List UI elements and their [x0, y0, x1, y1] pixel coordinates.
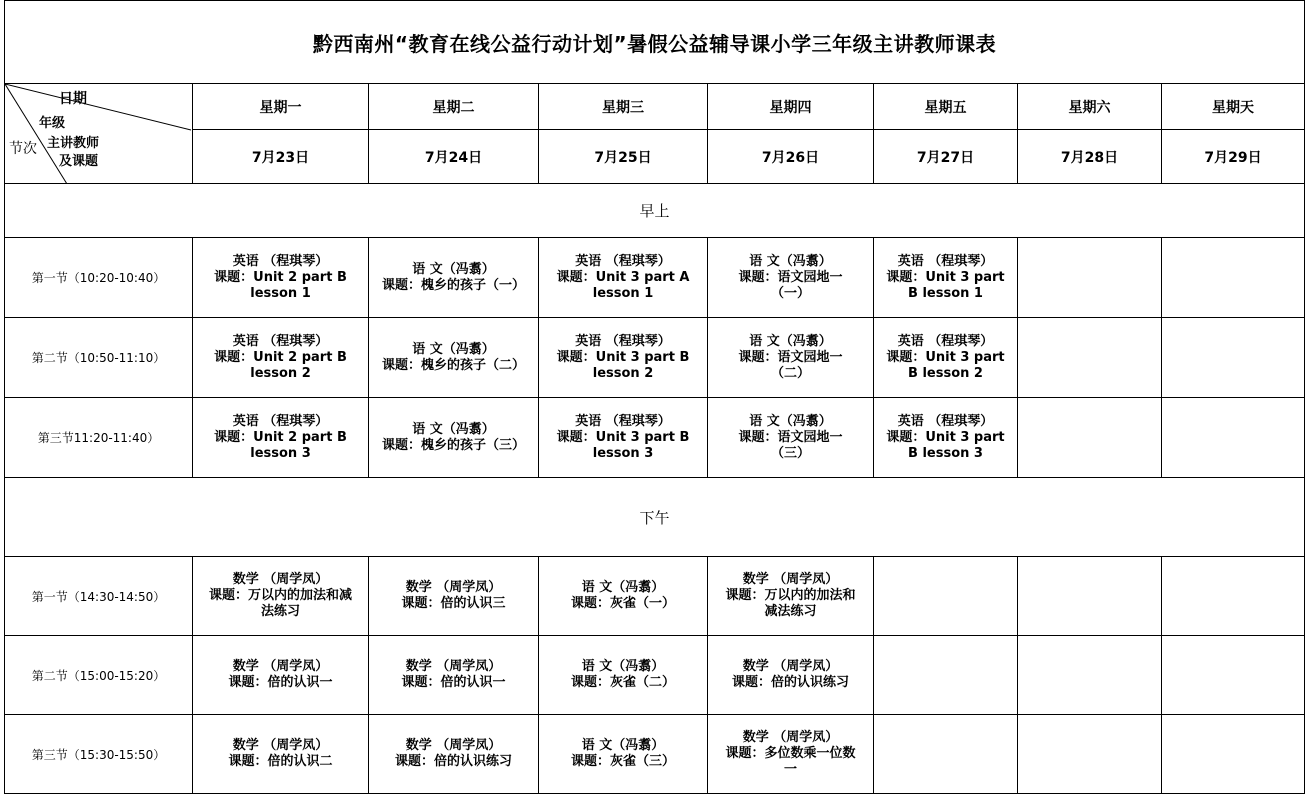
section-label-afternoon: 下午 — [5, 478, 1305, 557]
lesson-subject-teacher: 语 文（冯翥） — [581, 580, 665, 595]
day-row — [5, 84, 1305, 130]
empty-cell — [1018, 715, 1162, 794]
lesson-subject-teacher: 语 文（冯翥） — [749, 253, 832, 269]
lesson-cell — [874, 318, 1018, 398]
lesson-topic-line: lesson 1 — [250, 285, 311, 301]
lesson-topic-line: 法练习 — [260, 604, 300, 619]
lesson-topic-line: B lesson 3 — [908, 445, 983, 461]
schedule-table — [4, 0, 1305, 794]
corner-date-label: 日期 — [59, 91, 87, 107]
lesson-subject-teacher: 英语 （程琪琴） — [575, 413, 671, 429]
lesson-cell — [708, 238, 874, 318]
lesson-cell — [369, 398, 539, 478]
lesson-topic-line: 课题：语文园地一 — [738, 349, 843, 365]
lesson-topic-line: 课题：灰雀（一） — [570, 596, 675, 611]
lesson-subject-teacher: 语 文（冯翥） — [412, 341, 495, 357]
lesson-topic-line: 课题：倍的认识一 — [228, 675, 333, 690]
lesson-topic-line: 课题：多位数乘一位数 — [725, 746, 856, 761]
empty-cell — [874, 636, 1018, 715]
lesson-cell — [369, 715, 539, 794]
lesson-topic-line: 课题：灰雀（三） — [570, 754, 675, 769]
lesson-cell — [369, 318, 539, 398]
lesson-cell — [369, 557, 539, 636]
empty-cell — [1018, 398, 1162, 478]
lesson-topic-line: 课题：语文园地一 — [738, 429, 843, 445]
lesson-cell — [874, 398, 1018, 478]
section-row-morning — [5, 184, 1305, 238]
lesson-topic-line: 课题：Unit 2 part B — [214, 269, 347, 285]
lesson-subject-teacher: 语 文（冯翥） — [749, 413, 832, 429]
lesson-topic-line: 课题：万以内的加法和 — [725, 588, 856, 603]
lesson-subject-teacher: 英语 （程琪琴） — [232, 253, 329, 269]
lesson-subject-teacher: 英语 （程琪琴） — [897, 333, 994, 349]
empty-cell — [1018, 318, 1162, 398]
empty-cell — [1162, 636, 1305, 715]
empty-cell — [1162, 398, 1305, 478]
lesson-topic-line: 课题：万以内的加法和减 — [208, 588, 352, 603]
lesson-cell — [708, 398, 874, 478]
lesson-topic-line: 课题：Unit 3 part A — [556, 269, 690, 285]
lesson-topic-line: 一 — [783, 762, 797, 777]
empty-cell — [1162, 238, 1305, 318]
lesson-topic-line: 课题：倍的认识一 — [401, 675, 506, 690]
lesson-topic-line: 课题：语文园地一 — [738, 269, 843, 285]
lesson-topic-line: 课题：Unit 3 part — [886, 429, 1005, 445]
lesson-topic-line: 课题：槐乡的孩子（一） — [381, 277, 525, 293]
title-row — [5, 1, 1305, 84]
empty-cell — [1162, 715, 1305, 794]
lesson-topic-line: lesson 3 — [250, 445, 311, 461]
corner-topic-label: 及课题 — [59, 154, 99, 169]
lesson-subject-teacher: 数学 （周学凤） — [232, 659, 329, 674]
lesson-subject-teacher: 语 文（冯翥） — [581, 659, 665, 674]
lesson-cell — [193, 318, 369, 398]
lesson-topic-line: 课题：Unit 2 part B — [214, 429, 347, 445]
lesson-subject-teacher: 数学 （周学凤） — [405, 738, 502, 753]
date-header: 7月26日 — [708, 130, 874, 184]
lesson-subject-teacher: 数学 （周学凤） — [232, 572, 329, 587]
period-row — [5, 636, 1305, 715]
date-header: 7月24日 — [369, 130, 539, 184]
day-header: 星期一 — [193, 84, 369, 130]
lesson-cell — [193, 636, 369, 715]
empty-cell — [1162, 318, 1305, 398]
period-label: 第二节（15:00-15:20） — [5, 636, 193, 715]
lesson-subject-teacher: 语 文（冯翥） — [412, 261, 495, 277]
lesson-cell — [369, 636, 539, 715]
lesson-topic-line: B lesson 1 — [908, 285, 983, 301]
lesson-topic-line: 课题：Unit 3 part B — [556, 429, 690, 445]
empty-cell — [1018, 238, 1162, 318]
lesson-topic-line: 课题：槐乡的孩子（三） — [381, 437, 525, 453]
lesson-topic-line: 课题：槐乡的孩子（二） — [381, 357, 525, 373]
lesson-cell — [539, 715, 708, 794]
lesson-subject-teacher: 数学 （周学凤） — [742, 572, 839, 587]
empty-cell — [1018, 636, 1162, 715]
empty-cell — [874, 557, 1018, 636]
lesson-topic-line: （三） — [770, 445, 810, 461]
empty-cell — [874, 715, 1018, 794]
lesson-topic-line: lesson 2 — [592, 365, 654, 381]
lesson-subject-teacher: 英语 （程琪琴） — [897, 253, 994, 269]
lesson-topic-line: lesson 1 — [592, 285, 654, 301]
lesson-topic-line: （二） — [770, 365, 810, 381]
lesson-subject-teacher: 数学 （周学凤） — [405, 659, 502, 674]
corner-period-label: 节次 — [9, 141, 37, 157]
lesson-topic-line: 减法练习 — [764, 604, 817, 619]
day-header: 星期五 — [874, 84, 1018, 130]
lesson-cell — [539, 557, 708, 636]
day-header: 星期二 — [369, 84, 539, 130]
lesson-subject-teacher: 语 文（冯翥） — [412, 421, 495, 437]
period-label: 第一节（14:30-14:50） — [5, 557, 193, 636]
lesson-cell — [539, 318, 708, 398]
period-row — [5, 318, 1305, 398]
lesson-cell — [708, 636, 874, 715]
day-header: 星期六 — [1018, 84, 1162, 130]
period-row — [5, 557, 1305, 636]
lesson-cell — [193, 715, 369, 794]
lesson-topic-line: 课题：倍的认识练习 — [731, 675, 849, 690]
lesson-subject-teacher: 语 文（冯翥） — [581, 738, 665, 753]
lesson-subject-teacher: 语 文（冯翥） — [749, 333, 832, 349]
lesson-subject-teacher: 数学 （周学凤） — [405, 580, 502, 595]
lesson-topic-line: 课题：灰雀（二） — [570, 675, 675, 690]
lesson-cell — [539, 636, 708, 715]
empty-cell — [1162, 557, 1305, 636]
lesson-topic-line: 课题：Unit 3 part B — [556, 349, 690, 365]
lesson-cell — [193, 398, 369, 478]
day-header: 星期四 — [708, 84, 874, 130]
corner-teacher-label: 主讲教师 — [47, 136, 100, 151]
date-row — [5, 130, 1305, 184]
day-header: 星期天 — [1162, 84, 1305, 130]
lesson-topic-line: （一） — [770, 285, 810, 301]
lesson-subject-teacher: 英语 （程琪琴） — [232, 333, 329, 349]
section-row-afternoon — [5, 478, 1305, 557]
period-label: 第二节（10:50-11:10） — [5, 318, 193, 398]
lesson-cell — [539, 398, 708, 478]
page-title: 黔西南州“教育在线公益行动计划”暑假公益辅导课小学三年级主讲教师课表 — [5, 1, 1305, 84]
lesson-subject-teacher: 英语 （程琪琴） — [897, 413, 994, 429]
lesson-cell — [708, 318, 874, 398]
lesson-topic-line: 课题：Unit 3 part — [886, 269, 1005, 285]
lesson-subject-teacher: 数学 （周学凤） — [232, 738, 329, 753]
period-label: 第一节（10:20-10:40） — [5, 238, 193, 318]
lesson-topic-line: 课题：倍的认识三 — [401, 596, 506, 611]
period-row — [5, 238, 1305, 318]
lesson-topic-line: 课题：Unit 2 part B — [214, 349, 347, 365]
period-label: 第三节11:20-11:40） — [5, 398, 193, 478]
corner-header-cell — [5, 84, 193, 184]
empty-cell — [1018, 557, 1162, 636]
period-row — [5, 715, 1305, 794]
lesson-subject-teacher: 英语 （程琪琴） — [232, 413, 329, 429]
lesson-topic-line: 课题：倍的认识练习 — [394, 754, 512, 769]
lesson-cell — [193, 557, 369, 636]
period-row — [5, 398, 1305, 478]
date-header: 7月25日 — [539, 130, 708, 184]
lesson-topic-line: 课题：倍的认识二 — [228, 754, 333, 769]
lesson-subject-teacher: 数学 （周学凤） — [742, 730, 839, 745]
lesson-topic-line: B lesson 2 — [908, 365, 983, 381]
lesson-topic-line: lesson 3 — [592, 445, 654, 461]
lesson-subject-teacher: 英语 （程琪琴） — [575, 253, 671, 269]
date-header: 7月29日 — [1162, 130, 1305, 184]
lesson-topic-line: lesson 2 — [250, 365, 311, 381]
period-label: 第三节（15:30-15:50） — [5, 715, 193, 794]
date-header: 7月28日 — [1018, 130, 1162, 184]
corner-grade-label: 年级 — [39, 116, 66, 131]
lesson-topic-line: 课题：Unit 3 part — [886, 349, 1005, 365]
date-header: 7月23日 — [193, 130, 369, 184]
lesson-cell — [193, 238, 369, 318]
lesson-subject-teacher: 数学 （周学凤） — [742, 659, 839, 674]
lesson-cell — [539, 238, 708, 318]
date-header: 7月27日 — [874, 130, 1018, 184]
lesson-cell — [874, 238, 1018, 318]
lesson-cell — [369, 238, 539, 318]
lesson-cell — [708, 715, 874, 794]
lesson-subject-teacher: 英语 （程琪琴） — [575, 333, 671, 349]
day-header: 星期三 — [539, 84, 708, 130]
section-label-morning: 早上 — [5, 184, 1305, 238]
lesson-cell — [708, 557, 874, 636]
